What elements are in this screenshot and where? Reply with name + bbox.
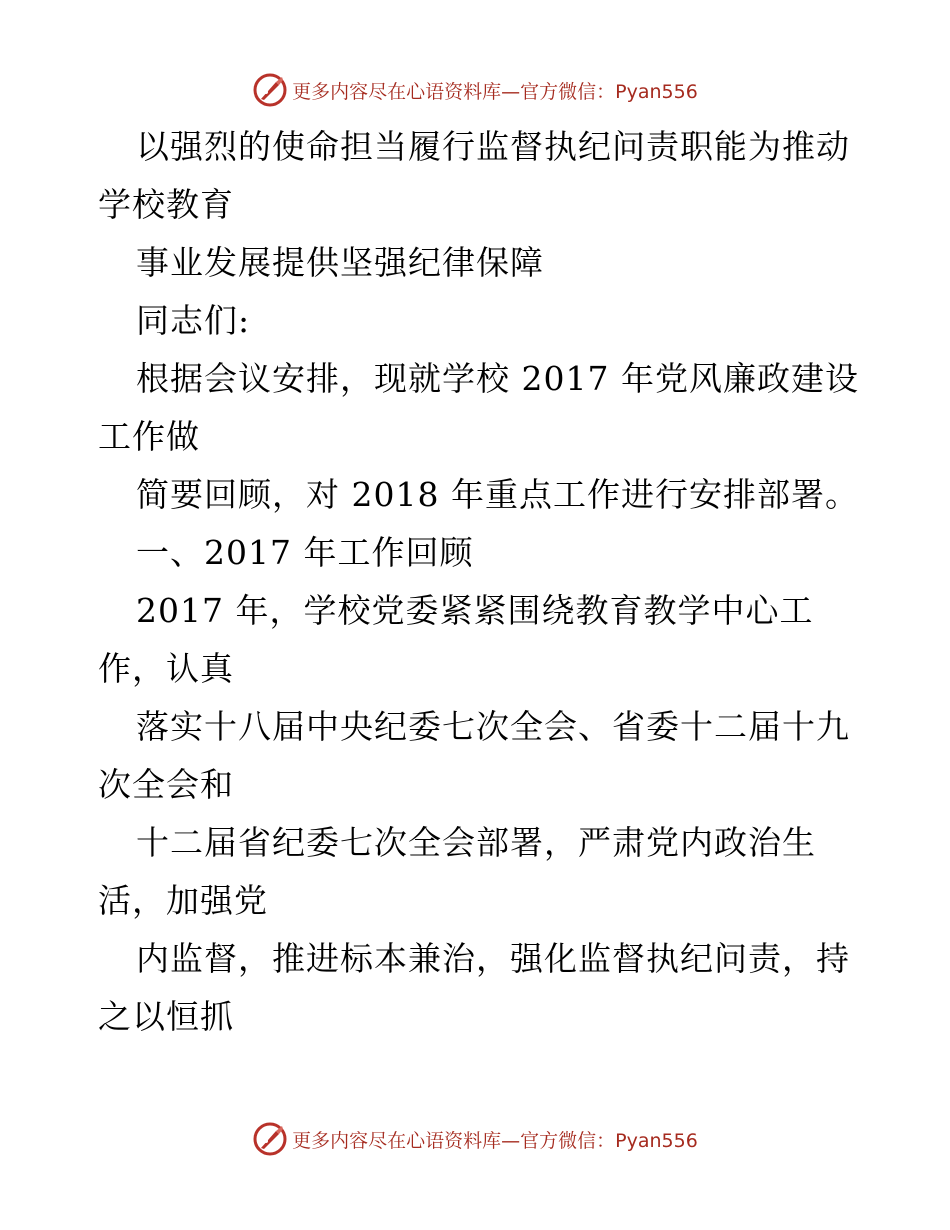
body-line: 同志们: xyxy=(136,301,251,340)
document-body xyxy=(98,118,858,1046)
body-line: 以强烈的使命担当履行监督执纪问责职能为推动 xyxy=(136,127,850,166)
footer-banner xyxy=(0,1119,950,1159)
body-line: 内监督，推进标本兼治，强化监督执纪问责，持 xyxy=(136,939,850,978)
footer-banner-text: 更多内容尽在心语资料库—官方微信：Pyan556 xyxy=(292,1129,698,1152)
body-line: 之以恒抓 xyxy=(98,997,234,1036)
body-line: 落实十八届中央纪委七次全会、省委十二届十九 xyxy=(136,707,850,746)
body-line: 活，加强党 xyxy=(98,881,268,920)
body-line: 十二届省纪委七次全会部署，严肃党内政治生 xyxy=(136,823,816,862)
body-line: 事业发展提供坚强纪律保障 xyxy=(136,243,544,282)
body-line: 学校教育 xyxy=(98,185,234,224)
body-line: 次全会和 xyxy=(98,765,234,804)
section-heading: 一、2017 年工作回顾 xyxy=(136,533,474,572)
header-banner-text: 更多内容尽在心语资料库—官方微信：Pyan556 xyxy=(292,80,698,103)
header-banner xyxy=(0,70,950,110)
body-line: 根据会议安排，现就学校 2017 年党风廉政建设 xyxy=(136,359,859,398)
body-line: 工作做 xyxy=(98,417,200,456)
quill-pen-circle-logo-icon xyxy=(252,72,288,108)
body-line: 作，认真 xyxy=(98,649,234,688)
body-line: 2017 年，学校党委紧紧围绕教育教学中心工 xyxy=(136,591,814,630)
body-line: 简要回顾，对 2018 年重点工作进行安排部署。 xyxy=(136,475,859,514)
quill-pen-circle-logo-icon xyxy=(252,1121,288,1157)
